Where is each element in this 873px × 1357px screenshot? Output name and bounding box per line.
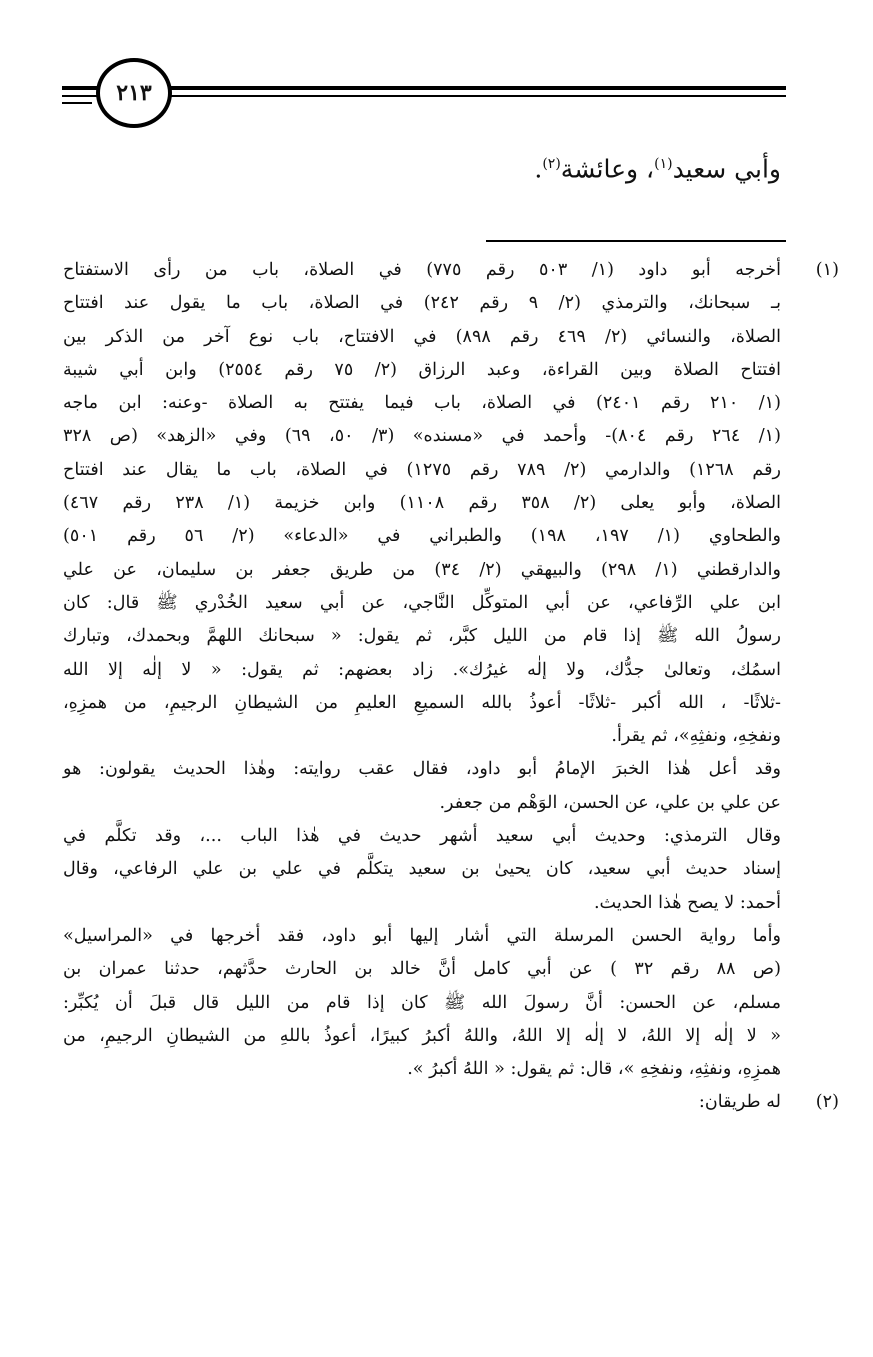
footnote-ref-1[interactable]: (١) xyxy=(654,156,673,172)
footnote-line xyxy=(63,387,781,420)
footnote-line-text: مسلم، عن الحسن: أنَّ رسولَ الله ﷺ كان إذا قام من الليل قال قبلَ أن يُكبِّر: xyxy=(63,992,781,1013)
footnote-line xyxy=(63,887,781,920)
footnote-line-text: والطحاوي (١/ ١٩٧، ١٩٨) والطبراني في «الدعاء» (٢/ ٥٦ رقم ٥٠١) xyxy=(63,526,781,547)
footnote-line xyxy=(63,587,781,620)
footnote-line xyxy=(63,720,781,753)
footnote-line xyxy=(63,987,781,1020)
main-text-part: ، وعائشة xyxy=(560,154,655,184)
footnote-line xyxy=(63,853,781,886)
footnote-line xyxy=(63,354,781,387)
footnote-line-text: رسولُ الله ﷺ إذا قام من الليل كبَّر، ثم يقول: « سبحانك اللهمَّ وبحمدك، وتبارك xyxy=(63,626,781,647)
footnote-line-text: عن علي بن علي، عن الحسن، الوَهْم من جعفر. xyxy=(439,792,781,813)
footnote-number: (١) xyxy=(815,260,839,280)
footnote-line xyxy=(63,321,781,354)
footnote-line xyxy=(63,1053,781,1086)
footnote-line-text: ابن علي الرِّفاعي، عن أبي المتوكِّل النَّاجي، عن أبي سعيد الخُدْري ﷺ قال: كان xyxy=(63,592,781,613)
footnote-line-text: الصلاة، والنسائي (٢/ ٤٦٩ رقم ٨٩٨) في الافتتاح، باب نوع آخر من الذكر بين xyxy=(63,326,781,347)
header-rule-stub xyxy=(62,102,92,104)
footnote-line xyxy=(63,287,781,320)
footnote-line-text: وأما رواية الحسن المرسلة التي أشار إليها أبو داود، فقد أخرجها في «المراسيل» xyxy=(63,925,781,946)
footnote-line-text: (١/ ٢٦٤ رقم ٨٠٤)- وأحمد في «مسنده» (٣/ ٥٠، ٦٩) وفي «الزهد» (ص ٣٢٨ xyxy=(63,426,781,447)
footnote-line xyxy=(63,1086,839,1119)
footnote-line-text: ونفخِهِ، ونفثِهِ»، ثم يقرأ. xyxy=(611,726,781,747)
footnote-line xyxy=(63,254,839,287)
footnote-line xyxy=(63,687,781,720)
footnote-line-text: له طريقان: xyxy=(698,1092,781,1113)
footnote-line-text: همزِهِ، ونفثِهِ، ونفخِهِ »، قال: ثم يقول: « اللهُ أكبرُ ». xyxy=(407,1059,781,1080)
footnote-line-text: رقم ١٢٦٨) والدارمي (٢/ ٧٨٩ رقم ١٢٧٥) في الصلاة، باب ما يقال عند افتتاح xyxy=(63,459,781,480)
footnote-line xyxy=(63,420,781,453)
footnote-line xyxy=(63,620,781,653)
footnote-line-text: وقال الترمذي: وحديث أبي سعيد أشهر حديث في هٰذا الباب ...، وقد تكلَّم في xyxy=(63,826,781,847)
footnote-line xyxy=(63,520,781,553)
footnote-line-text: « لا إلٰه إلا اللهُ، لا إلٰه إلا اللهُ، واللهُ أكبرُ كبيرًا، أعوذُ باللهِ من الشيطانِ الرجيمِ، من xyxy=(63,1025,781,1046)
footnote-line-text: -ثلاثًا- ، الله أكبر -ثلاثًا- أعوذُ بالله السميعِ العليمِ من الشيطانِ الرجيمِ، من همزِهِ، xyxy=(63,692,781,713)
footnote-line xyxy=(63,787,781,820)
footnote-line-text: والدارقطني (١/ ٢٩٨) والبيهقي (٢/ ٣٤) من طريق جعفر بن سليمان، عن علي xyxy=(63,559,781,580)
footnote-line xyxy=(63,454,781,487)
footnote-line-text: افتتاح الصلاة وبين القراءة، وعبد الرزاق (٢/ ٧٥ رقم ٢٥٥٤) وابن أبي شيبة xyxy=(63,359,782,380)
footnote-line xyxy=(63,487,781,520)
page-number-oval xyxy=(96,58,172,128)
footnote-line-text: أحمد: لا يصح هٰذا الحديث. xyxy=(593,892,781,913)
footnote-line xyxy=(63,753,781,786)
footnote-line-text: بـ سبحانك، والترمذي (٢/ ٩ رقم ٢٤٢) في الصلاة، باب ما يقول عند افتتاح xyxy=(63,293,781,314)
footnote-separator xyxy=(486,240,786,242)
main-text-part: وأبي سعيد xyxy=(672,154,781,184)
footnotes xyxy=(63,254,839,1120)
footnote-line-text: (ص ٨٨ رقم ٣٢ ) عن أبي كامل أنَّ خالد بن الحارث حدَّثهم، حدثنا عمران بن xyxy=(63,959,781,980)
footnote-line xyxy=(63,554,781,587)
footnote-line-text: (١/ ٢١٠ رقم ٢٤٠١) في الصلاة، باب فيما يفتتح به الصلاة -وعنه: ابن ماجه xyxy=(63,393,781,414)
page-number: ٢١٣ xyxy=(116,80,152,106)
footnote-line-text: وقد أعل هٰذا الخبرَ الإمامُ أبو داود، فقال عقب روايته: وهٰذا الحديث يقولون: هو xyxy=(63,759,781,780)
footnote-line-text: اسمُك، وتعالىٰ جدُّك، ولا إلٰه غيرُك». زاد بعضهم: ثم يقول: « لا إلٰه إلا الله xyxy=(63,659,781,680)
footnote-line-text: إسناد حديث أبي سعيد، كان يحيىٰ بن سعيد يتكلَّم في علي بن علي الرفاعي، وقال xyxy=(63,859,781,880)
footnote-number: (٢) xyxy=(815,1092,839,1113)
footnote-line xyxy=(63,920,781,953)
footnote-line-text: أخرجه أبو داود (١/ ٥٠٣ رقم ٧٧٥) في الصلاة، باب من رأى الاستفتاح xyxy=(63,260,781,280)
footnote-line xyxy=(63,1020,781,1053)
footnote-line xyxy=(63,953,781,986)
footnote-line xyxy=(63,654,781,687)
footnote-ref-2[interactable]: (٢) xyxy=(542,156,561,172)
footnote-line-text: الصلاة، وأبو يعلى (٢/ ٣٥٨ رقم ١١٠٨) وابن خزيمة (١/ ٢٣٨ رقم ٤٦٧) xyxy=(63,493,781,514)
footnote-line xyxy=(63,820,781,853)
main-text-part: . xyxy=(534,154,543,184)
main-text xyxy=(81,140,781,193)
